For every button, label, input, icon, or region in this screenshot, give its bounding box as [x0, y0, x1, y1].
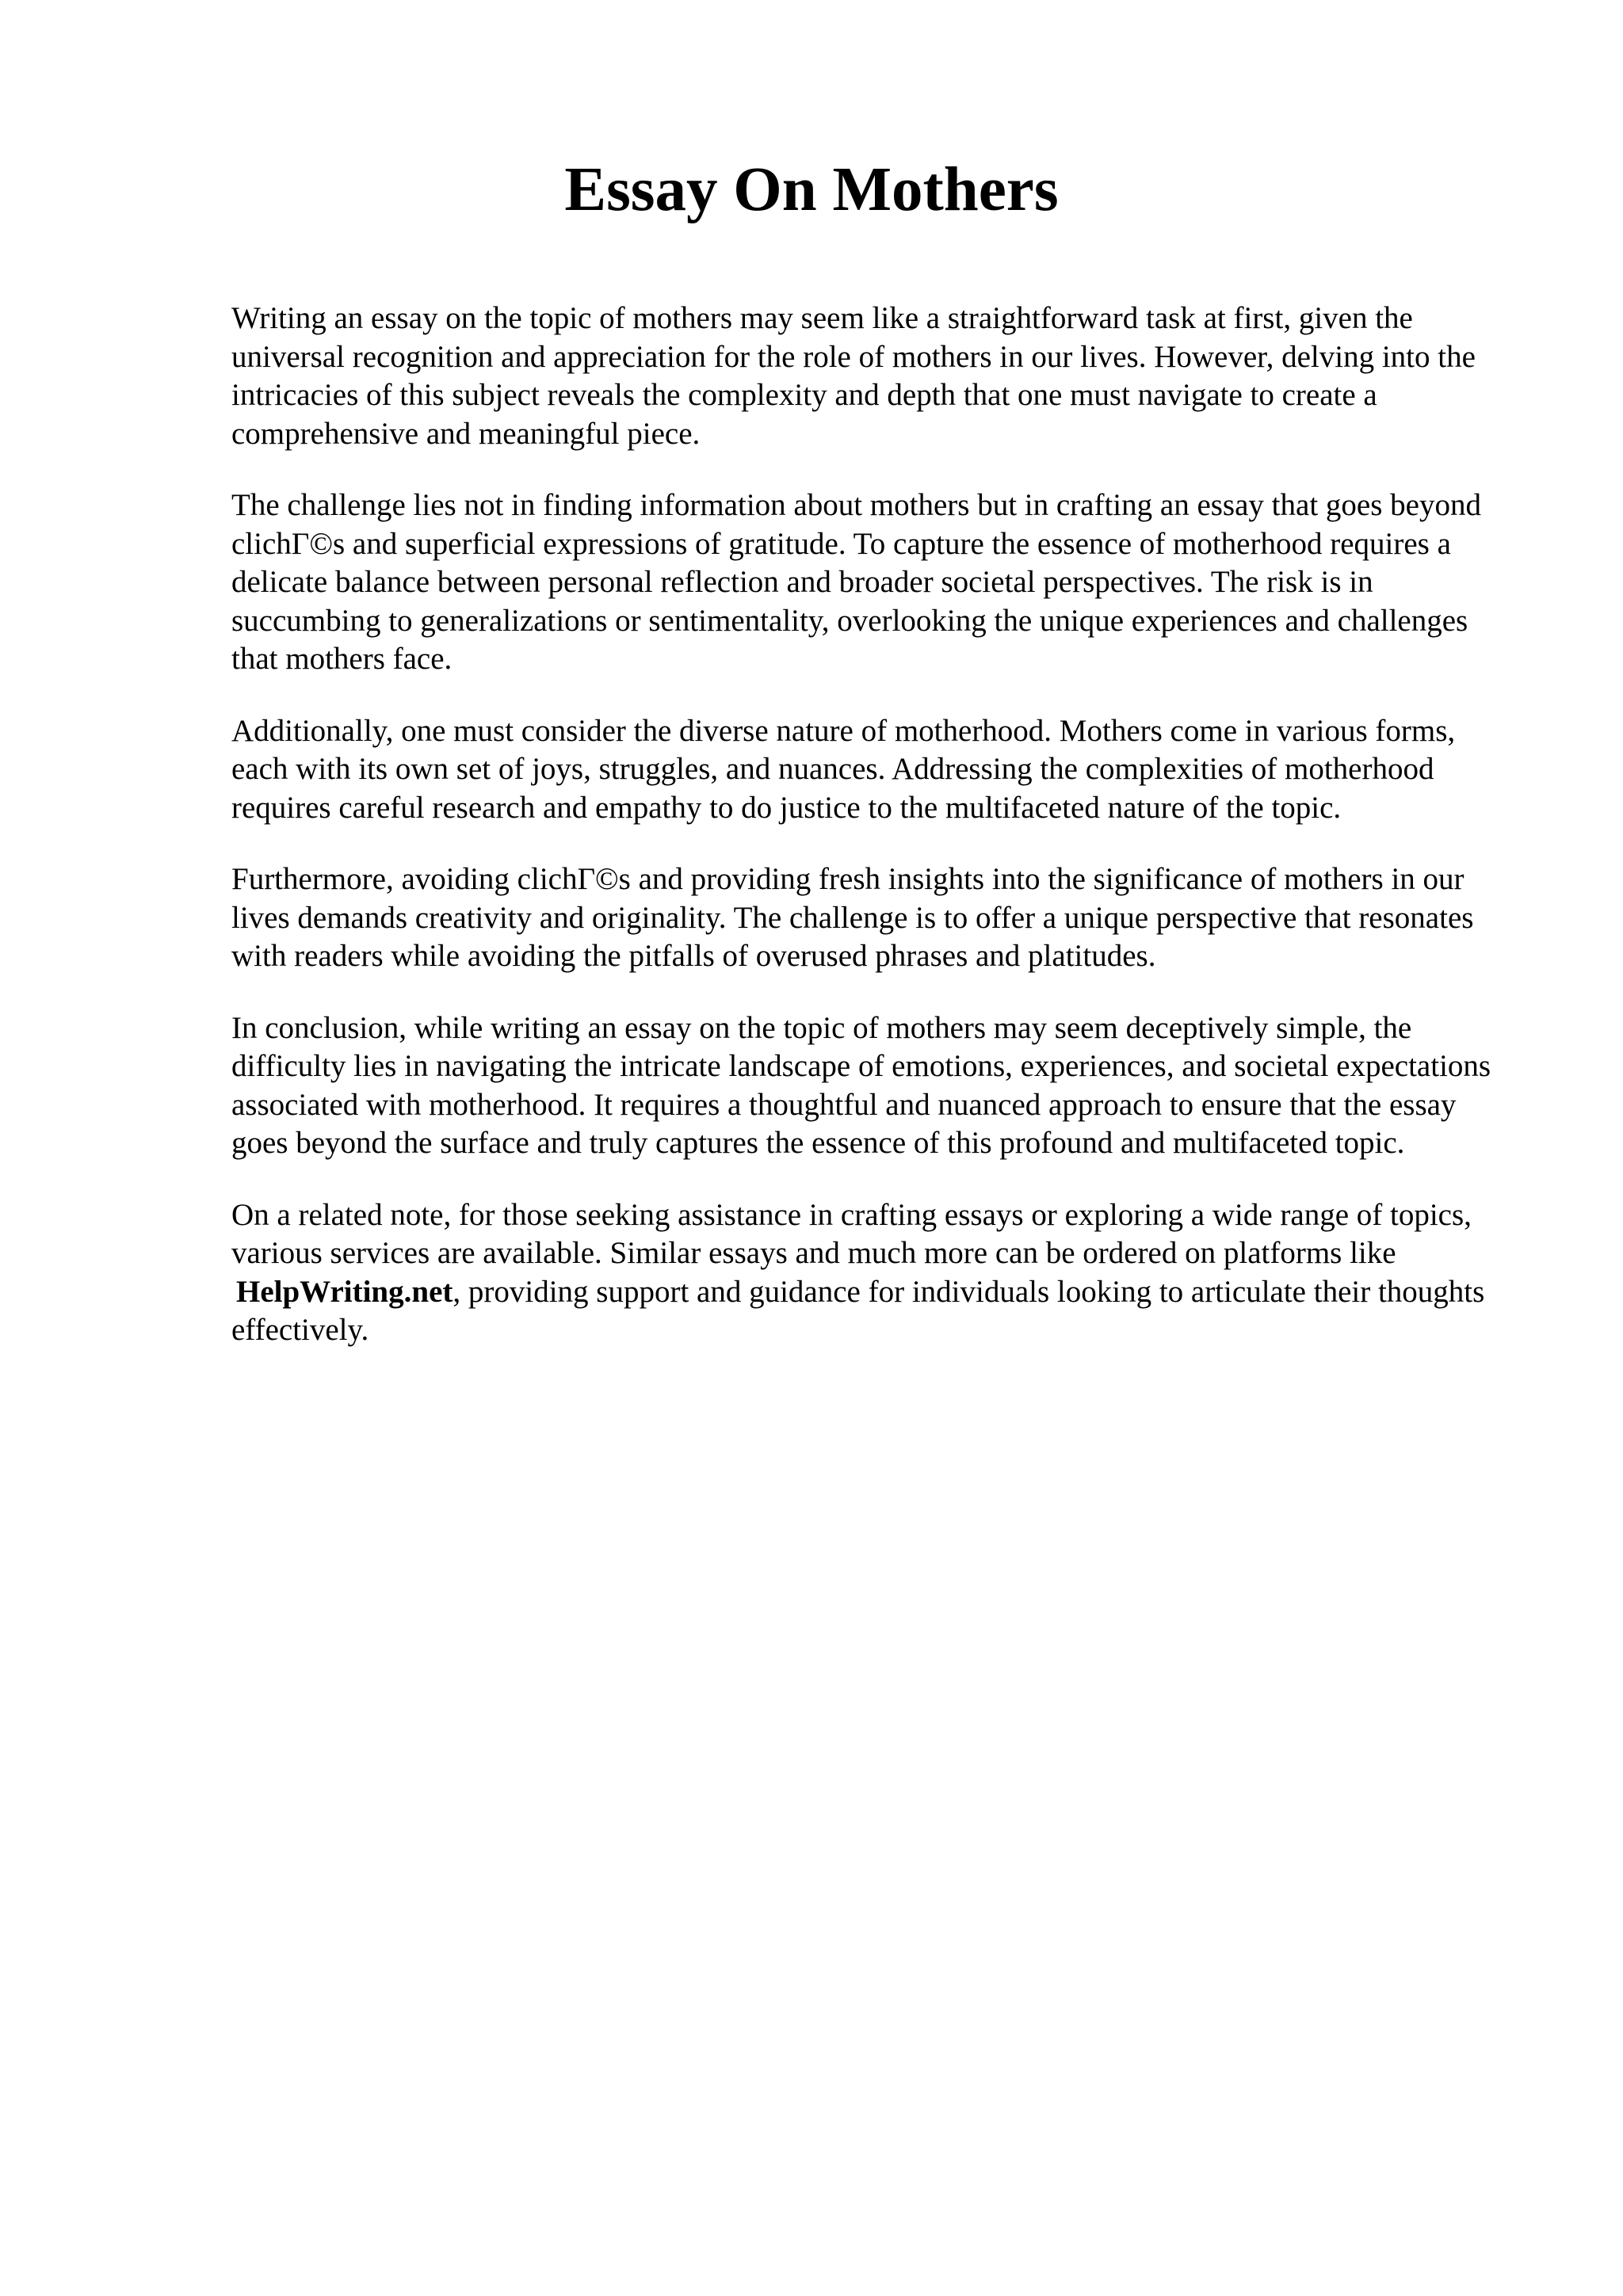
- paragraph-4: Furthermore, avoiding clichΓ©s and providing fresh insights into the significance of mothers in our lives demands creativity and originality. The challenge is to offer a unique perspective that resonates with readers while avoiding the pitfalls of overused phrases and platitudes.: [231, 862, 1474, 973]
- paragraph-6-closing: [231, 1196, 1517, 1350]
- document-body: [231, 299, 1517, 1383]
- document-title: Essay On Mothers: [564, 155, 1059, 224]
- paragraph-2: The challenge lies not in finding information about mothers but in crafting an essay that goes beyond clichΓ©s and superficial expressions of gratitude. To capture the essence of motherhood requires a delicate balance between personal reflection and broader societal perspectives. The risk is in succumbing to generalizations or sentimentality, overlooking the unique experiences and challenges that mothers face.: [231, 488, 1481, 676]
- paragraph-5: In conclusion, while writing an essay on the topic of mothers may seem deceptively simple, the difficulty lies in navigating the intricate landscape of emotions, experiences, and societal expectations associated with motherhood. It requires a thoughtful and nuanced approach to ensure that the essay goes beyond the surface and truly captures the essence of this profound and multifaceted topic.: [231, 1010, 1491, 1160]
- closing-text-after-link: , providing support and guidance for individuals looking to articulate their thoughts effectively.: [231, 1274, 1485, 1347]
- helpwriting-link[interactable]: HelpWriting.net: [236, 1274, 453, 1309]
- closing-text-before-link: On a related note, for those seeking assistance in crafting essays or exploring a wide range of topics, various services are available. Similar essays and much more can be ordered on platforms like: [231, 1197, 1472, 1270]
- paragraph-3: Additionally, one must consider the diverse nature of motherhood. Mothers come in various forms, each with its own set of joys, struggles, and nuances. Addressing the complexities of motherhood requires careful research and empathy to do justice to the multifaceted nature of the topic.: [231, 713, 1456, 825]
- paragraph-1: Writing an essay on the topic of mothers may seem like a straightforward task at first, given the universal recognition and appreciation for the role of mothers in our lives. However, delving into the intricacies of this subject reveals the complexity and depth that one must navigate to create a comprehensive and meaningful piece.: [231, 301, 1476, 451]
